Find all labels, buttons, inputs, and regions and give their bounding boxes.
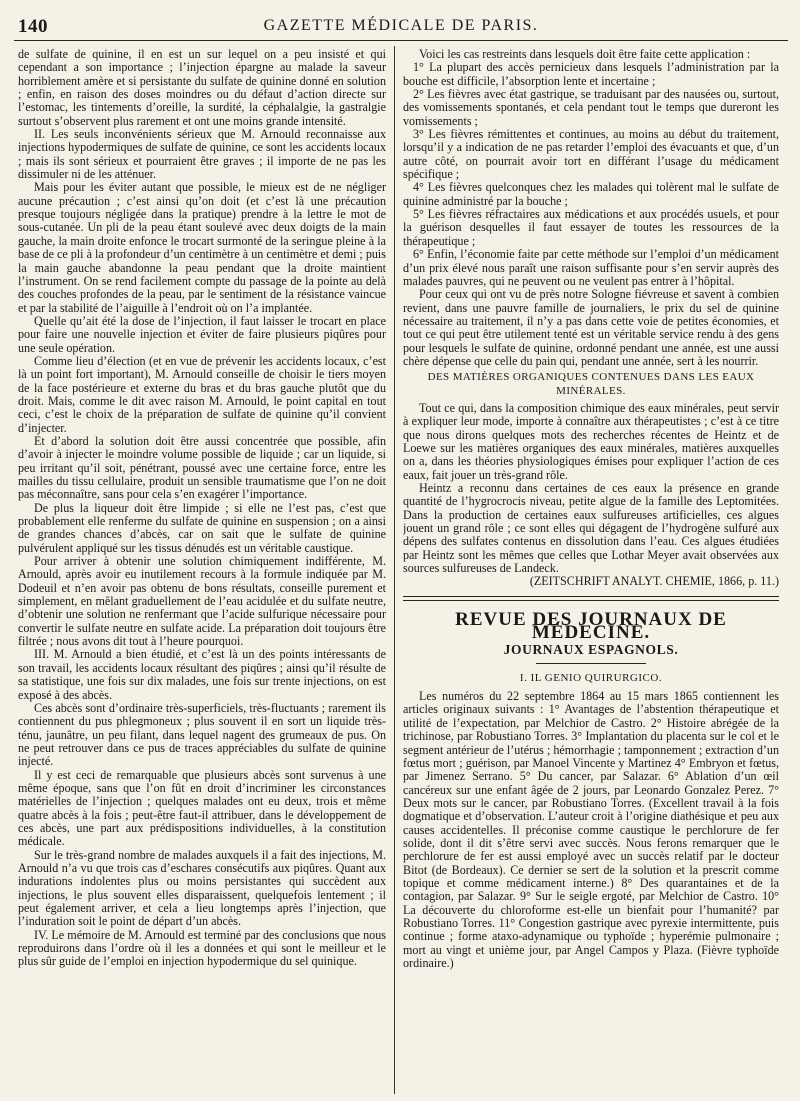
numbered-item: 1° La plupart des accès pernicieux dans lesquels l’administration par la bouche est difficile, l’absorption lente et incertaine ; [403, 60, 779, 88]
journaux-subtitle: JOURNAUX ESPAGNOLS. [503, 642, 679, 658]
paragraph: Comme lieu d’élection (et en vue de prévenir les accidents locaux, c’est là un point fort important), M. Arnould conseille de choisir le tiers moyen de la face postérieure et externe du bras et du bras gauche plutôt que du droit. Mais, comme le dit avec raison M. Arnould, le point capital en tout ceci, c’est le choix de la préparation de sulfate de quinine qu’il convient d’injecter. [18, 353, 386, 435]
page-header [14, 14, 788, 41]
citation: (ZEITSCHRIFT ANALYT. CHEMIE, 1866, p. 11.) [529, 574, 779, 589]
paragraph: Sur le très-grand nombre de malades auxquels il a fait des injections, M. Arnould n’a vu que trois cas d’eschares consécutifs aux piqûres. Quant aux indurations indolentes plus ou moins persistantes qui succèdent aux injections, le plus souvent elles disparaissent, quelquefois lentement ; il peut également arriver, et cela a lieu longtemps après l’injection, que l’induration soit le point de départ d’un abcès. [18, 847, 386, 929]
left-column [18, 48, 386, 1093]
short-rule [536, 663, 646, 664]
paragraph: Quelle qu’ait été la dose de l’injection, il faut laisser le trocart en place pour faire une nouvelle injection et éviter de faire plusieurs piqûres pour une seule opération. [18, 313, 386, 355]
paragraph: Pour arriver à obtenir une solution chimiquement indifférente, M. Arnould, après avoir eu inutilement recours à la formule indiquée par M. Dodeuil et n’en avoir pas obtenu de bons résultats, conseille purement et simplement, en mêlant graduellement de l’eau acidulée et du sulfate neutre, d’obtenir une solution ne renfermant que l’acide sulfurique nécessaire pour convertir le sulfate neutre en sulfate acide. La préparation doit toujours être filtrée ; nous avons dit tout à l’heure pourquoi. [18, 554, 386, 649]
numbered-item: 6° Enfin, l’économie faite par cette méthode sur l’emploi d’un médicament d’un prix élevé nous paraît une raison suffisante pour s’en servir auprès des malades pauvres, qui ne peuvent ou ne veulent pas entrer à l’hôpital. [403, 247, 779, 288]
paragraph: Les numéros du 22 septembre 1864 au 15 mars 1865 contiennent les articles originaux suivants : 1° Avantages de l’abstention thérapeutique et utilité de l’expectation, par Melchior de Castro. 2° Histoire abrégée de la trichinose, par Robustiano Torres. 3° Implantation du placenta sur le col et le segment antérieur de l’utérus ; hémorrhagie ; tamponnement ; extraction d’un fœtus mort ; guérison, par Manoel Vincente y Martinez 4° Embryon et fœtus, par Jimenez Serrano. 5° Du cancer, par Salazar. 6° Ablation d’un œil cancéreux sur une enfant âgée de 2 jours, par Leonardo Gonzalez Perez. 7° Deux mots sur le cancer, par Robustiano Torres. (Excellent travail à la fois dogmatique et d’observation. L’auteur croit à l’origine diathésique et peu aux causes accidentelles. Il préconise comme caustique le perchlorure de fer solide, dont il dit s’être servi avec succès. Nous ferons remarquer que le perchlorure de fer est aussi employé avec un succès relatif par le docteur Bitot (de Bordeaux). Ce dernier se sert de la solution et la prescrit comme topique et comme médicament interne.) 8° Des quarantaines et de la contagion, par Salazar. 9° Sur le seigle ergoté, par Melchior de Castro. 10° La découverte du chloroforme est-elle un bienfait pour l’humanité? par Robustiano Torres. 11° Congestion gastrique avec pyrexie intermittente, puis continue ; forme ataxo-adynamique ou typhoïde ; hyperémie pulmonaire ; mort au vingt et unième jour, par Angel Campos y Plaza. (Fièvre typhoïde ordinaire.) [403, 689, 779, 970]
paragraph: Mais pour les éviter autant que possible, le mieux est de ne négliger aucune précaution ; c’est ainsi qu’on doit (et c’est là une précaution presque toujours négligée dans la pratique) prendre à la lettre le mot de sous-cutanée. Un pli de la peau étant soulevé avec deux doigts de la main gauche, la main droite enfonce le trocart surmonté de la seringue pleine à la base de ce pli à la profondeur d’un centimètre à un centimètre et demi ; puis la main gauche abandonne la peau pendant que la droite maintient l’instrument. On se rend facilement compte du passage de la pointe au delà des couches profondes de la peau, par le sentiment de la résistance vaincue et par la stabilité de l’aiguille à l’endroit où on l’a implantée. [18, 180, 386, 315]
paragraph: de sulfate de quinine, il en est un sur lequel on a peu insisté et qui cependant a son importance ; l’injection épargne au malade la saveur horriblement amère et si persistante du sulfate de quinine donné en solution ; enfin, en raison des doses moindres ou du défaut d’action directe sur l’estomac, les tintements d’oreille, la surdité, la céphalalgie, la gastralgie surtout s’observent plus rarement et ont une moins grande intensité. [18, 48, 386, 128]
paragraph: Heintz a reconnu dans certaines de ces eaux la présence en grande quantité de l’hygrocrocis niveau, petite algue de la famille des Leptomitées. Dans la production de certaines eaux sulfureuses artificielles, ces algues jouent un grand rôle ; ce sont elles qui dégagent de l’hydrogène sulfuré aux dépens des sulfates contenus en dissolution dans l’eau. Ces algues étudiées par Heintz sont les mêmes que celles que Lothar Meyer avait observées aux sources sulfureuses de Landeck. [403, 481, 779, 576]
numbered-item: 4° Les fièvres quelconques chez les malades qui tolèrent mal le sulfate de quinine administré par la bouche ; [403, 180, 779, 208]
paragraph: II. Les seuls inconvénients sérieux que M. Arnould reconnaisse aux injections hypodermiques de sulfate de quinine, ce sont les accidents locaux ; mais ils sont sérieux et pourraient être graves ; il importe de ne pas les dissimuler ni de les atténuer. [18, 127, 386, 182]
column-divider [394, 46, 395, 1094]
numbered-item: 3° Les fièvres rémittentes et continues, au moins au début du traitement, lorsqu’il y a indication de ne pas retarder l’emploi des évacuants et que, d’un autre côté, on pourrait avoir tort en différant l’usage du médicament spécifique ; [403, 127, 779, 182]
paragraph: Tout ce qui, dans la composition chimique des eaux minérales, peut servir à expliquer leur mode, importe à connaître aux thérapeutistes ; c’est à ce titre que nous dirons quelques mots des recherches récentes de Heintz et de Loewe sur les matières organiques des eaux minérales, matières auxquelles on a, dans les théories physiologiques émises pour expliquer l’action de ces eaux, fait jouer un très-grand rôle. [403, 400, 779, 482]
paragraph: III. M. Arnould a bien étudié, et c’est là un des points intéressants de son travail, les accidents locaux résultant des piqûres ; ainsi qu’il résulte de sa statistique, une fois sur dix malades, une fois sur trente injections, on est exposé à des abcès. [18, 647, 386, 702]
paragraph: Ces abcès sont d’ordinaire très-superficiels, très-fluctuants ; rarement ils contiennent du pus phlegmoneux ; plus souvent il en sort un liquide très-ténu, jaunâtre, un peu filant, dans lequel nagent des grumeaux de pus. On ne peut retrouver dans ce pus de traces appréciables du sulfate de quinine injecté. [18, 700, 386, 769]
paragraph: Et d’abord la solution doit être aussi concentrée que possible, afin d’avoir à injecter le moindre volume possible de liquide ; car un liquide, si peu irritant qu’il soit, pénétrant, poussé avec une certaine force, entre les mailles du tissu cellulaire, produit un sensible traumatisme que l’on ne doit pas méconnaître, sans pour cela s’en exagérer l’importance. [18, 433, 386, 502]
paragraph: De plus la liqueur doit être limpide ; si elle ne l’est pas, c’est que probablement elle renferme du sulfate de quinine en suspension ; on a ainsi de grandes chances d’abcès, car on sait que le sulfate de quinine pulvérulent appliqué sur les tissus dénudés est un véritable caustique. [18, 500, 386, 555]
intro-paragraph: Voici les cas restreints dans lesquels doit être faite cette application : [419, 48, 751, 61]
revue-title: REVUE DES JOURNAUX DE MÉDECINE. [455, 608, 727, 644]
numbered-item: 2° Les fièvres avec état gastrique, se traduisant par des nausées ou, surtout, des vomissements spontanés, et cela pendant tout le temps que dureront les vomissements ; [403, 87, 779, 128]
page-number: 140 [18, 16, 48, 37]
paragraph: Pour ceux qui ont vu de près notre Sologne fiévreuse et savent à combien revient, dans une pauvre famille de journaliers, le prix du sel de quinine nécessaire au traitement, il n’y a pas dans cette voie de petites économies, et tout ce qui peut être utilement tenté est un véritable service rendu à des gens pour lesquels le sulfate de quinine, ordonné pendant une année, est une aussi chère dépense que celle du pain qui, pendant une année, sert à les nourrir. [403, 287, 779, 368]
right-column [403, 48, 779, 1093]
section-heading: DES MATIÈRES ORGANIQUES CONTENUES DANS LES EAUX MINÉRALES. [427, 371, 755, 397]
genio-heading: I. IL GENIO QUIRURGICO. [519, 671, 663, 684]
numbered-item: 5° Les fièvres réfractaires aux médications et aux procédés usuels, et pour la guérison desquelles il faut essayer de toutes les ressources de la thérapeutique ; [403, 207, 779, 248]
section-rule [403, 596, 779, 601]
paragraph: IV. Le mémoire de M. Arnould est terminé par des conclusions que nous reproduirons dans l’ordre où il les a données et qui sont le meilleur et le plus sûr guide de l’emploi en injection hypodermique du sel quinique. [18, 927, 386, 969]
paragraph: Il y est ceci de remarquable que plusieurs abcès sont survenus à une même époque, sans que l’on fût en droit d’incriminer les circonstances matérielles de l’injection ; quelques malades ont eu deux, trois et même quatre abcès à la fois ; peut-être faut-il attribuer, dans le développement de ces abcès, une part aux prédispositions individuelles, à la constitution médicale. [18, 767, 386, 849]
journal-title: GAZETTE MÉDICALE DE PARIS. [263, 17, 539, 34]
